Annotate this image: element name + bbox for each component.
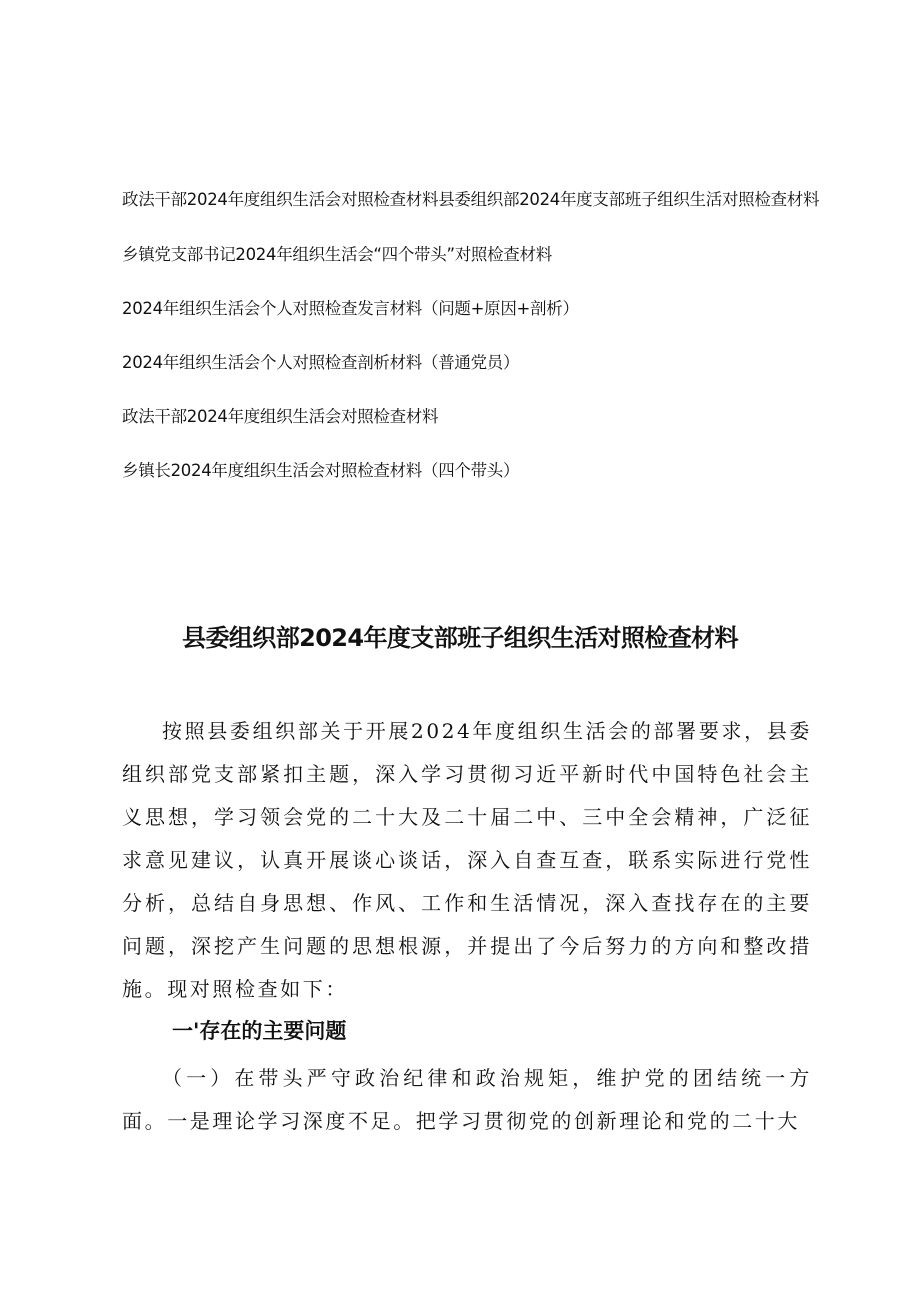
toc-list xyxy=(122,186,822,511)
toc-item: 政法干部2024年度组织生活会对照检查材料县委组织部2024年度支部班子组织生活对照检查材料 xyxy=(122,190,820,209)
toc-item: 乡镇长2024年度组织生活会对照检查材料（四个带头） xyxy=(122,461,520,480)
toc-item: 2024年组织生活会个人对照检查剖析材料（普通党员） xyxy=(122,353,520,372)
document-title: 县委组织部2024年度支部班子组织生活对照检查材料 xyxy=(182,624,738,652)
toc-item: 乡镇党支部书记2024年组织生活会“四个带头”对照检查材料 xyxy=(122,245,552,264)
toc-item: 政法干部2024年度组织生活会对照检查材料 xyxy=(122,407,439,426)
subsection-paragraph: （一）在带头严守政治纪律和政治规矩，维护党的团结统一方面。一是理论学习深度不足。把学习贯彻党的创新理论和党的二十大 xyxy=(122,1066,812,1133)
toc-item: 2024年组织生活会个人对照检查发言材料（问题+原因+剖析） xyxy=(122,299,579,318)
section-heading: 一'存在的主要问题 xyxy=(172,1019,347,1043)
intro-paragraph: 按照县委组织部关于开展2024年度组织生活会的部署要求，县委组织部党支部紧扣主题，深入学习贯彻习近平新时代中国特色社会主义思想，学习领会党的二十大及二十届二中、三中全会精神，广泛征求意见建议，认真开展谈心谈话，深入自查互查，联系实际进行党性分析，总结自身思想、作风、工作和生活情况，深入查找存在的主要问题，深挖产生问题的思想根源，并提出了今后努力的方向和整改措施。现对照检查如下： xyxy=(122,719,812,1001)
